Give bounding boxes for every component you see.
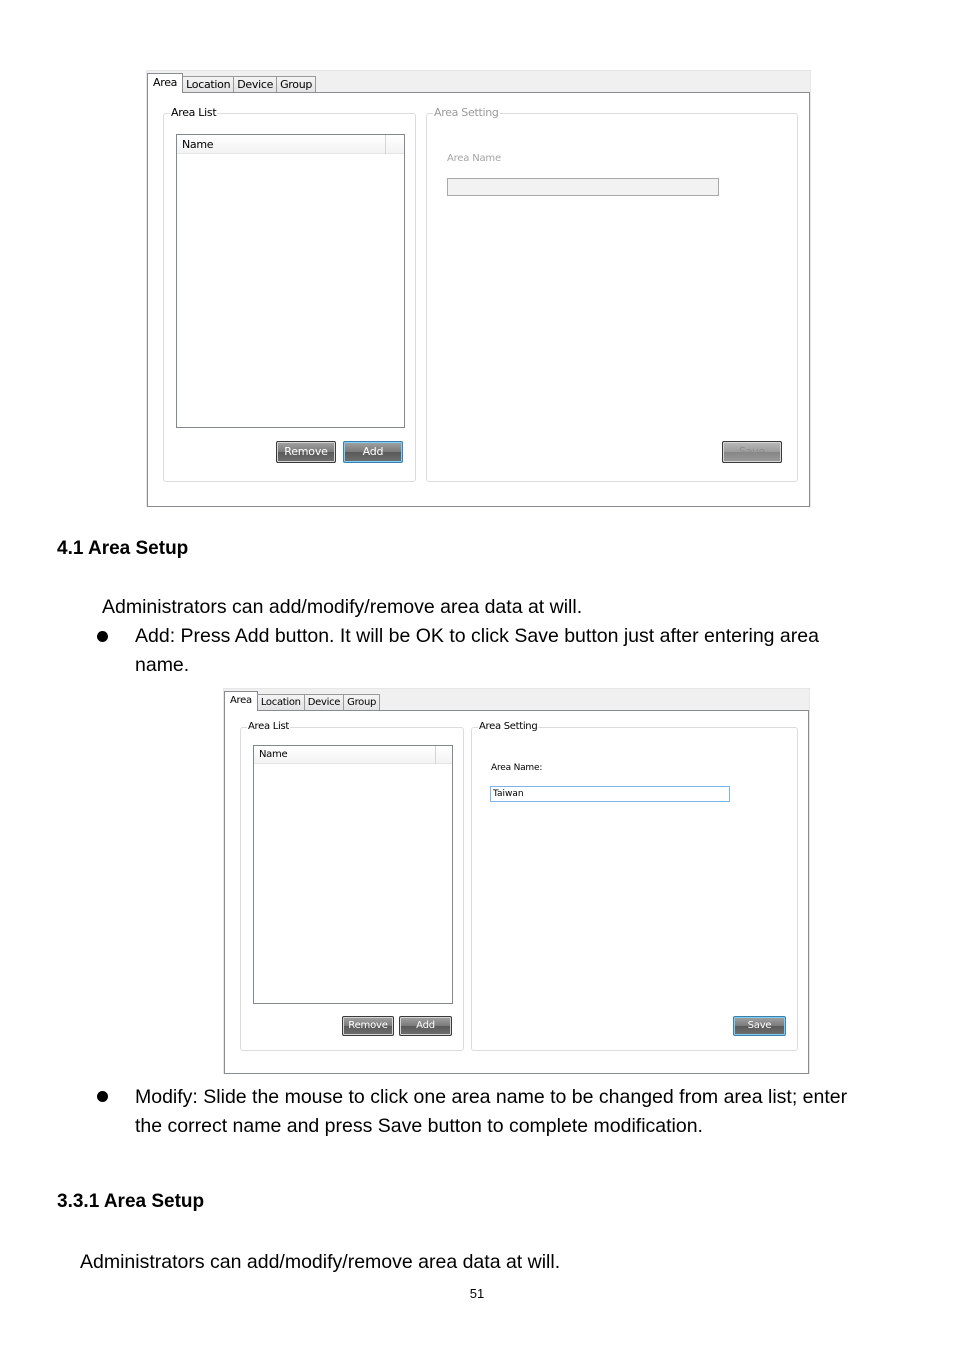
tab-area[interactable]: Area	[224, 691, 258, 711]
section-heading-3-3-1: 3.3.1 Area Setup	[57, 1191, 205, 1212]
save-button[interactable]: Save	[722, 441, 782, 463]
tab-location[interactable]: Location	[182, 76, 234, 93]
name-column-header[interactable]	[177, 135, 404, 154]
add-button[interactable]: Add	[343, 441, 403, 463]
bullet-add-line-2: name.	[135, 654, 190, 676]
area-list-group	[240, 721, 464, 1051]
tab-group[interactable]: Group	[343, 694, 380, 711]
remove-button[interactable]: Remove	[276, 441, 336, 463]
area-list-title: Area List	[171, 106, 217, 119]
area-list-group	[163, 106, 416, 482]
area-name-field[interactable]: Taiwan	[490, 786, 730, 802]
name-column-label: Name	[182, 138, 214, 151]
name-column-header[interactable]	[254, 746, 452, 764]
section-heading-4-1: 4.1 Area Setup	[57, 538, 189, 559]
tab-group[interactable]: Group	[276, 76, 316, 93]
bullet-icon	[97, 631, 108, 642]
column-divider	[435, 746, 436, 764]
tab-content	[224, 710, 809, 1074]
tab-device[interactable]: Device	[233, 76, 277, 93]
tab-content	[147, 92, 810, 507]
area-name-field[interactable]	[447, 178, 719, 196]
section-2-intro: Administrators can add/modify/remove area data at will.	[80, 1251, 561, 1273]
area-setting-title: Area Setting	[434, 106, 499, 119]
area-list-title: Area List	[248, 721, 289, 732]
area-setting-group	[471, 721, 798, 1051]
name-column-label: Name	[259, 749, 288, 760]
bullet-add-line-1: Add: Press Add button. It will be OK to click Save button just after entering area	[135, 625, 819, 647]
area-list-box[interactable]	[253, 745, 453, 1004]
tab-device[interactable]: Device	[304, 694, 344, 711]
bullet-modify-line-2: the correct name and press Save button to complete modification.	[135, 1115, 703, 1137]
area-name-label: Area Name:	[491, 763, 543, 773]
tab-strip	[147, 71, 315, 93]
remove-button[interactable]: Remove	[342, 1016, 394, 1036]
area-setting-group	[426, 106, 798, 482]
tab-area[interactable]: Area	[147, 73, 183, 93]
area-name-label: Area Name	[447, 153, 501, 164]
area-setup-screenshot-2	[223, 688, 810, 1074]
section-intro: Administrators can add/modify/remove area data at will.	[102, 596, 583, 618]
area-list-box[interactable]	[176, 134, 405, 428]
area-setting-title: Area Setting	[479, 721, 538, 732]
bullet-icon	[97, 1091, 108, 1102]
add-button[interactable]: Add	[399, 1016, 452, 1036]
column-divider	[385, 135, 386, 154]
tab-strip	[224, 689, 379, 711]
area-setup-screenshot-1	[146, 70, 811, 507]
tab-location[interactable]: Location	[257, 694, 305, 711]
bullet-modify-line-1: Modify: Slide the mouse to click one area name to be changed from area list; enter	[135, 1086, 848, 1108]
page-number: 51	[469, 1286, 485, 1301]
save-button[interactable]: Save	[733, 1016, 786, 1036]
